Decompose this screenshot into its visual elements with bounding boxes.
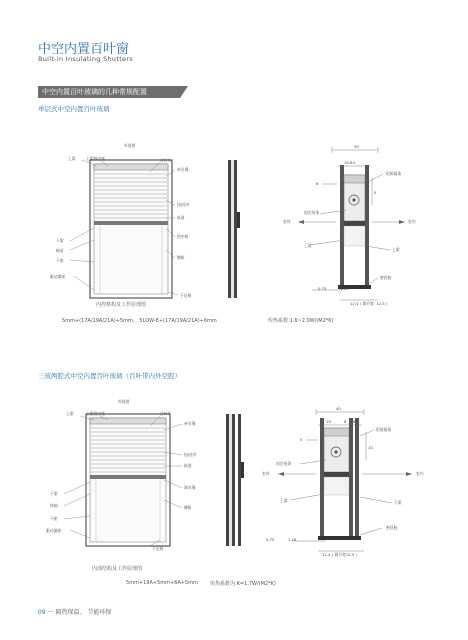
fig2-dim-19: 19 <box>326 419 331 424</box>
fig2-dim-5: 5 <box>300 437 303 442</box>
page-subtitle: Built-in Insulating Shutters <box>38 55 133 63</box>
fig2-spec-right: 传热系数为 K=1.7W/(M2*K) <box>210 581 276 587</box>
fig1-label-ce-ji: 轨道 <box>177 215 185 220</box>
fig1-label-xia-zuo: 下座 <box>56 258 64 263</box>
page-footer <box>38 607 111 616</box>
fig1-label-pin-ju: 铝中框 <box>177 234 189 239</box>
fig2-label-xia-liang: 下梁 <box>50 491 58 496</box>
fig2-label-out: 室外 <box>262 471 270 476</box>
fig2-caption: 内部结构及工作原理图 <box>92 566 143 572</box>
fig2-label-shang-liang-zhi: 上梁固定座 <box>86 411 105 416</box>
fig1-label-dian-ji: 驱动器座 <box>50 274 66 279</box>
fig2-label-wan-gua: 侧框 <box>184 505 192 510</box>
fig1-dim-6: 6 <box>316 181 319 186</box>
fig2-dim-075: 0.75 <box>266 537 275 542</box>
page-number: 09 <box>38 609 46 616</box>
fig1-label-upper: 上梁 <box>304 243 312 248</box>
fig2-label-dian-ji: 驱动器座 <box>46 528 62 533</box>
fig1-label-ye-pian: 百叶片 <box>160 158 172 163</box>
fig1-spec-right: 传热系数 1.6~2.0W/(M2*K) <box>268 318 334 324</box>
fig2-dim-bottom: 12.4 ( 调节宽12.5 ) <box>322 552 357 557</box>
fig2-label-shang-liang: 上梁 <box>66 411 74 416</box>
fig1-dim-1964: 19.64 <box>344 160 355 165</box>
fig1-label-shang-liang: 上梁 <box>68 156 76 161</box>
fig2-dim-10: 10 <box>368 445 373 450</box>
fig2-label-glue: 铝质隔条 <box>376 427 392 432</box>
fig2-dim-6b: 6 <box>353 419 356 424</box>
fig1-subtitle: 单层式中空内置百叶玻璃 <box>38 105 110 113</box>
fig2-label-qian-yin: 牵引绳 <box>184 421 196 426</box>
fig1-label-glue: 铝质隔条 <box>386 171 402 176</box>
fig1-dim-5: 5 <box>374 190 377 195</box>
fig2-label-ye-pian: 百叶片 <box>160 411 172 416</box>
fig2-label-pin-ju: 调节绳 <box>184 485 196 490</box>
fig2-label-in: 室内 <box>416 471 424 476</box>
section-bar-label: 中空内置百叶玻璃的几种常规配置 <box>42 88 147 96</box>
fig1-label-out: 室外 <box>283 219 291 224</box>
fig2-label-xia-zuo: 下座 <box>50 516 58 521</box>
fig1-label-spacer: 固定贴条 <box>304 210 320 215</box>
fig2-label-ce-ji: 轨道 <box>184 463 192 468</box>
fig2-label-lower: 下梁 <box>394 500 402 505</box>
fig1-label-lower: 上梁 <box>392 247 400 252</box>
fig2-dim-116: 1.16 <box>288 537 297 542</box>
fig2-spec-left: 5mm+19A+5mm+6A+5mm <box>126 580 198 586</box>
fig1-label-film: 密封胶 <box>380 275 392 280</box>
fig1-label-qian-yin: 牵引绳 <box>177 167 189 172</box>
fig1-caption: 内控格构及工作原理图 <box>96 302 147 308</box>
fig2-label-spacer: 固定贴条 <box>276 461 292 466</box>
fig2-label-upper: 上梁 <box>280 498 288 503</box>
fig2-label-zhou: 转轴 <box>50 503 58 508</box>
page-title: 中空内置百叶窗 <box>38 42 130 57</box>
footer-text: 一 隔热保温、 节能环保 <box>47 609 112 616</box>
fig1-dim-116: 1.16 <box>340 286 349 291</box>
fig2-dim-40: 40 <box>336 406 341 411</box>
fig2-label-film: 密封胶 <box>386 525 398 530</box>
fig1-dim-bottom: 12.4 ( 调节宽: 12.5 ) <box>350 301 388 306</box>
fig1-label-shang-liang-zhi: 上梁固定座 <box>86 156 105 161</box>
fig2-label-fang-qi: 钮/托叶 <box>184 452 197 457</box>
fig1-dim-30: 30 <box>354 144 359 149</box>
fig1-label-zhou: 轴承 <box>56 248 64 253</box>
fig2-label-xia-bian: 下边框 <box>152 546 164 551</box>
fig1-label-fang-qi: 钮/托叶 <box>177 202 190 207</box>
fig2-subtitle: 三玻两腔式中空内置百叶玻璃（百叶带内外空腔） <box>38 372 181 380</box>
fig1-spec-left: 5mm+(17A/19A/21A)+5mm、 5LOW-E+(17A/19A/21A)+6mm <box>62 318 217 324</box>
fig1-label-xia-liang: 下梁 <box>56 238 64 243</box>
fig1-label-xia-bian: 下边框 <box>180 293 192 298</box>
fig1-label-top: 外视图 <box>124 143 136 148</box>
fig1-label-wan-gua: 侧框 <box>177 255 185 260</box>
fig1-dim-075: 0.75 <box>318 286 327 291</box>
fig2-dim-6a: 6 <box>344 419 347 424</box>
fig1-label-in: 室内 <box>408 219 416 224</box>
fig2-label-top: 外视图 <box>118 399 130 404</box>
